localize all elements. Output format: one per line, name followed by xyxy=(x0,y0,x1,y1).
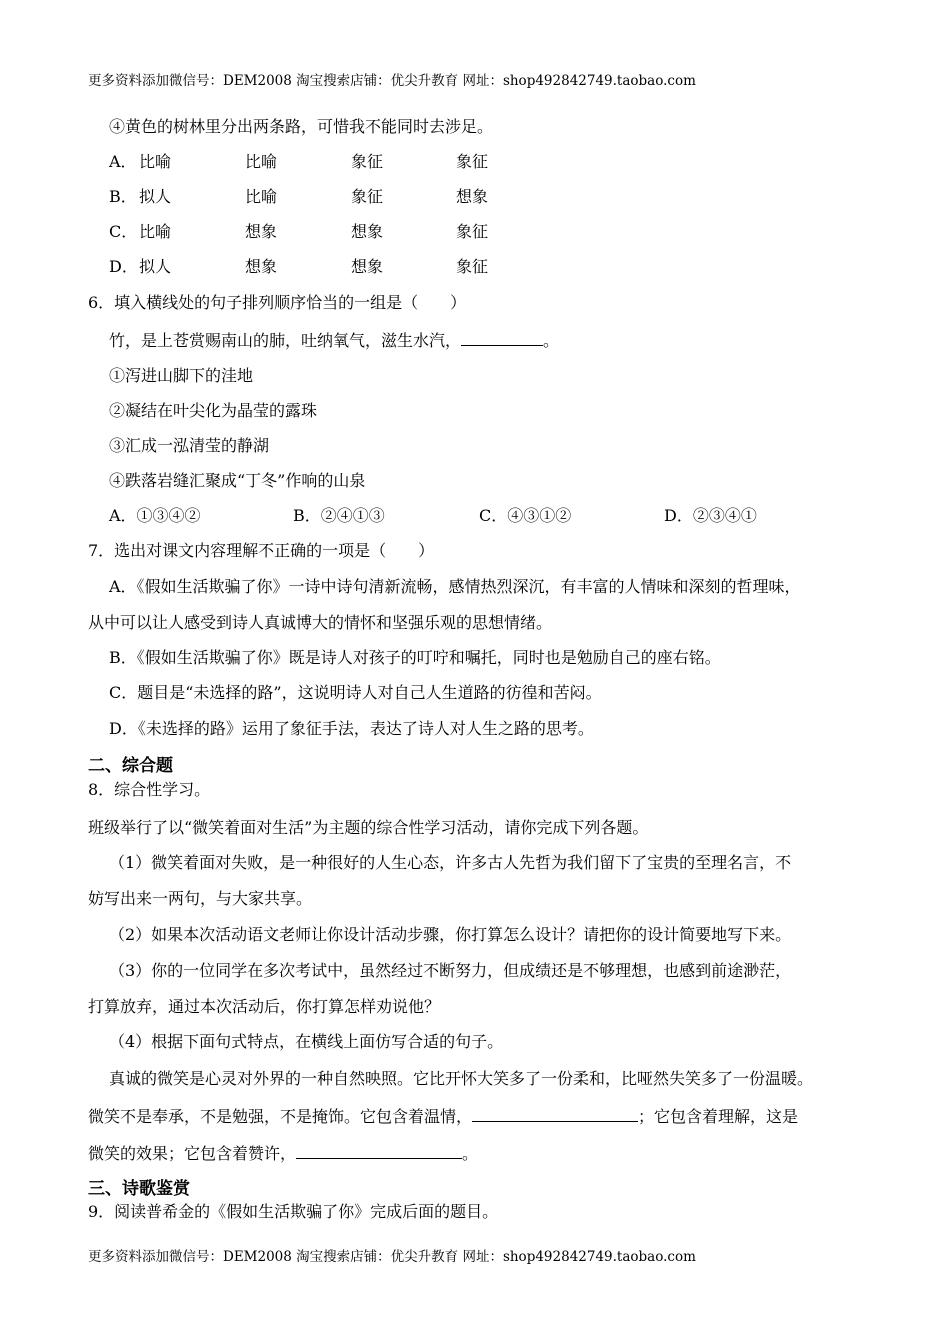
q8-text-pre: 微笑不是奉承，不是勉强，不是掩饰。它包含着温情， xyxy=(88,1107,473,1126)
q5-option-cell: 想象 xyxy=(245,222,278,241)
q5-option-cell: 象征 xyxy=(456,152,489,171)
q5-option-cell: 想象 xyxy=(456,187,489,206)
q8-part-4: （4）根据下面句式特点，在横线上面仿写合适的句子。 xyxy=(109,1032,504,1051)
q5-option-cell: 想象 xyxy=(351,222,384,241)
q5-option-letter: C． xyxy=(109,222,138,241)
q8-text-post: ；它包含着理解，这是 xyxy=(638,1107,799,1126)
q7-option-c[interactable]: C．题目是“未选择的路”，这说明诗人对自己人生道路的彷徨和苦闷。 xyxy=(109,683,602,702)
section-3-title: 三、诗歌鉴赏 xyxy=(88,1179,190,1199)
q6-option-b[interactable]: B．②④①③ xyxy=(293,506,385,525)
q8-part-2: （2）如果本次活动语文老师让你设计活动步骤，你打算怎么设计？请把你的设计简要地写下来。 xyxy=(109,925,792,944)
q6-item: ①泻进山脚下的洼地 xyxy=(109,366,254,385)
q5-option-cell: 象征 xyxy=(351,152,384,171)
q5-option-cell: 比喻 xyxy=(139,152,172,171)
q8-part-4-text-line2 xyxy=(88,1106,798,1127)
q7-option-a-cont: 从中可以让人感受到诗人真诚博大的情怀和坚强乐观的思想情绪。 xyxy=(88,613,553,632)
q5-option-cell: 比喻 xyxy=(245,152,278,171)
q6-sentence xyxy=(109,330,559,351)
q7-stem: 7．选出对课文内容理解不正确的一项是（ ） xyxy=(88,541,435,560)
q8-text-pre: 微笑的效果；它包含着赞许， xyxy=(88,1144,297,1163)
q5-option-letter: A． xyxy=(109,152,137,171)
q7-option-b[interactable]: B．《假如生活欺骗了你》既是诗人对孩子的叮咛和嘱托，同时也是勉励自己的座右铭。 xyxy=(109,648,721,667)
q9-stem: 9．阅读普希金的《假如生活欺骗了你》完成后面的题目。 xyxy=(88,1202,499,1221)
section-2-title: 二、综合题 xyxy=(88,756,173,776)
page-header: 更多资料添加微信号：DEM2008 淘宝搜索店铺：优尖升教育 网址：shop492842749.taobao.com xyxy=(88,73,696,89)
q8-text-post: 。 xyxy=(462,1144,479,1163)
q5-option-cell: 比喻 xyxy=(245,187,278,206)
q8-part-3: （3）你的一位同学在多次考试中，虽然经过不断努力，但成绩还是不够理想，也感到前途渺茫， xyxy=(109,961,792,980)
q5-option-cell: 想象 xyxy=(351,257,384,276)
q5-option-letter: D． xyxy=(109,257,138,276)
q8-answer-blank-2[interactable] xyxy=(296,1143,462,1159)
q7-option-a[interactable]: A．《假如生活欺骗了你》一诗中诗句清新流畅，感情热烈深沉，有丰富的人情味和深刻的哲理味， xyxy=(109,577,801,596)
q5-option-cell: 象征 xyxy=(456,257,489,276)
q6-option-d[interactable]: D．②③④① xyxy=(664,506,757,525)
q5-option-cell: 象征 xyxy=(351,187,384,206)
q6-answer-blank[interactable] xyxy=(461,330,543,346)
q5-item-4: ④黄色的树林里分出两条路，可惜我不能同时去涉足。 xyxy=(109,117,494,136)
q8-intro: 班级举行了以“微笑着面对生活”为主题的综合性学习活动，请你完成下列各题。 xyxy=(88,818,649,837)
q8-stem: 8．综合性学习。 xyxy=(88,780,211,799)
q6-option-a[interactable]: A．①③④② xyxy=(109,506,201,525)
q8-part-4-text-line3 xyxy=(88,1143,478,1164)
q5-option-cell: 想象 xyxy=(245,257,278,276)
q7-option-d[interactable]: D．《未选择的路》运用了象征手法，表达了诗人对人生之路的思考。 xyxy=(109,719,594,738)
q8-part-1: （1）微笑着面对失败，是一种很好的人生心态，许多古人先哲为我们留下了宝贵的至理名言，不 xyxy=(109,853,792,872)
q6-sentence-post: 。 xyxy=(543,331,560,350)
q6-item: ②凝结在叶尖化为晶莹的露珠 xyxy=(109,401,318,420)
q8-part-3-cont: 打算放弃，通过本次活动后，你打算怎样劝说他？ xyxy=(88,997,441,1016)
q5-option-cell: 拟人 xyxy=(139,257,172,276)
q8-part-4-text: 真诚的微笑是心灵对外界的一种自然映照。它比开怀大笑多了一份柔和，比哑然失笑多了一份温暖。 xyxy=(109,1069,814,1088)
q8-part-1-cont: 妨写出来一两句，与大家共享。 xyxy=(88,889,313,908)
q8-answer-blank-1[interactable] xyxy=(472,1106,638,1122)
q6-item: ④跌落岩缝汇聚成“丁冬”作响的山泉 xyxy=(109,471,366,490)
q5-option-cell: 比喻 xyxy=(139,222,172,241)
q6-sentence-pre: 竹，是上苍赏赐南山的肺，吐纳氧气，滋生水汽， xyxy=(109,331,462,350)
q6-stem: 6．填入横线处的句子排列顺序恰当的一组是（ ） xyxy=(88,293,467,312)
q5-option-cell: 拟人 xyxy=(139,187,172,206)
q5-option-letter: B． xyxy=(109,187,137,206)
page-footer: 更多资料添加微信号：DEM2008 淘宝搜索店铺：优尖升教育 网址：shop492842749.taobao.com xyxy=(88,1249,696,1265)
q5-option-cell: 象征 xyxy=(456,222,489,241)
q6-option-c[interactable]: C．④③①② xyxy=(479,506,572,525)
q6-item: ③汇成一泓清莹的静湖 xyxy=(109,436,270,455)
